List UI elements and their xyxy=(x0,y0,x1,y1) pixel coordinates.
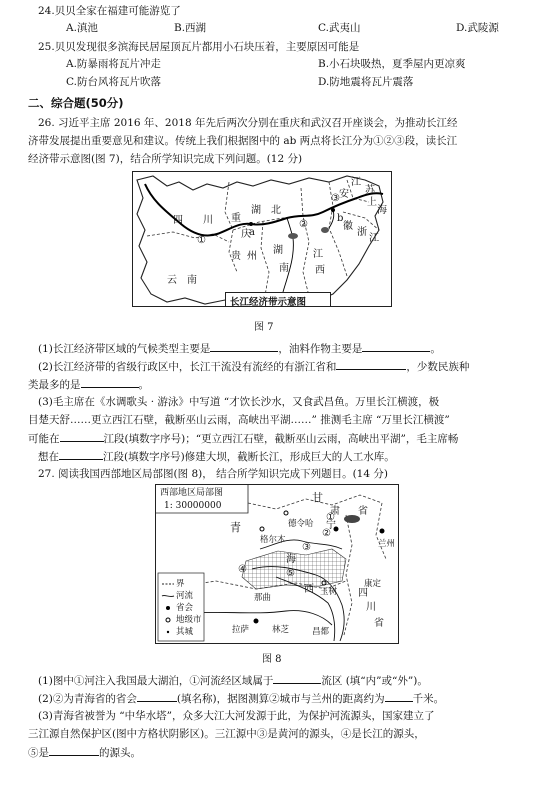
q27-p3-line3 xyxy=(28,744,532,762)
legend-capital-symbol xyxy=(166,606,170,610)
legend-label-capital: 省会 xyxy=(176,603,194,613)
q27-p2-text-b: (填名称)，据图测算②城市与兰州的距离约为 xyxy=(176,693,385,705)
q26-p2-text-c: 类最多的是 xyxy=(28,379,81,391)
q27-p1 xyxy=(38,672,532,690)
map8-label-qing: 青 xyxy=(230,521,241,534)
q26-p2-cont xyxy=(28,376,532,394)
map8-label-si: 四 xyxy=(358,588,368,599)
q26-p3-text-d1: 想在 xyxy=(38,451,59,463)
map7-label-zhou: 州 xyxy=(247,251,257,262)
geermu-city xyxy=(260,527,264,531)
map8-label-changdu: 昌都 xyxy=(312,627,330,637)
point-a xyxy=(249,222,253,226)
q26-p1-text: (1)长江经济带区域的气候类型主要是 xyxy=(38,343,211,355)
map8-label-chuan: 川 xyxy=(366,602,376,613)
q27-p1-text: (1)图中①河注入我国最大湖泊，①河流经区域属于 xyxy=(38,675,274,687)
map8-title: 西部地区局部图 xyxy=(160,488,224,498)
map7-label-zhong: 重 xyxy=(231,213,241,224)
q26-p1-blank-1[interactable] xyxy=(210,340,278,352)
q26-p2 xyxy=(38,358,532,376)
map7-label-yun: 云 xyxy=(167,275,177,286)
q25-stem: 25.贝贝发现很多滨海民居屋顶瓦片都用小石块压着，主要原因可能是 xyxy=(38,41,360,53)
q26-intro-line3: 经济带示意图(图 7)，结合所学知识完成下列问题。(12 分) xyxy=(28,153,303,165)
q27-p3-text-c2: 的源头。 xyxy=(99,747,141,759)
border-qinghai-sichuan xyxy=(344,515,352,635)
map8-label-su: 肃 xyxy=(330,506,340,517)
map7-label-hai: 海 xyxy=(377,205,387,216)
q26-p3-text-c2: 江段(填数字序号)；“更立西江石壁，截断巫山云雨，高峡出平湖”，毛主席畅 xyxy=(103,433,459,445)
map8-label-c4: ④ xyxy=(238,564,247,575)
map8-label-linzhi: 林芝 xyxy=(272,625,290,635)
map7-label-hui: 徽 xyxy=(343,221,353,232)
q25-option-b[interactable]: B.小石块吸热，夏季屋内更凉爽 xyxy=(318,58,466,70)
lasa-city xyxy=(254,619,259,624)
q26-p3-line4 xyxy=(38,448,532,466)
q27-p3-line1: (3)青海省被誉为 “中华水塔”，众多大江大河发源于此，为保护河流源头，国家建立了 xyxy=(38,710,435,722)
map7-label-seg2: ② xyxy=(299,219,308,230)
figure-7-caption: 图 7 xyxy=(254,322,274,333)
map8-label-delingha: 德令哈 xyxy=(288,519,314,529)
legend-label-city: 地级市 xyxy=(176,615,202,625)
q25-option-d[interactable]: D.防地震将瓦片震落 xyxy=(318,76,414,88)
map7-label-gui: 贵 xyxy=(231,251,241,262)
map7-label-jiang3: 江 xyxy=(369,233,379,244)
q25-option-c[interactable]: C.防台风将瓦片吹落 xyxy=(66,76,161,88)
map7-label-chuan: 川 xyxy=(203,215,213,226)
q26-p1-text-b: ，油料作物主要是 xyxy=(278,343,363,355)
q26-p3-text-c1: 可能在 xyxy=(28,433,60,445)
q24-stem: 24.贝贝全家在福建可能游览了 xyxy=(38,5,181,17)
map8-label-yushu: 玉树 xyxy=(320,587,338,597)
map7-label-an: 安 xyxy=(339,189,349,200)
map8-label-gan: 甘 xyxy=(312,491,323,504)
q27-p1-text-b: 流区 (填“内”或“外”)。 xyxy=(321,675,428,687)
q24-option-c[interactable]: C.武夷山 xyxy=(318,22,361,34)
q27-p3-blank[interactable] xyxy=(49,744,99,756)
legend-label-river: 河流 xyxy=(176,591,194,601)
map7-label-nan: 南 xyxy=(279,263,289,274)
q27-p3-text-c1: ⑤是 xyxy=(28,747,49,759)
dongting-lake xyxy=(288,233,298,239)
border-hunan-guizhou xyxy=(261,222,269,296)
map8-label-c2: ② xyxy=(322,528,331,539)
map8-label-xi: 西 xyxy=(304,584,314,595)
q26-p2-text-d: 。 xyxy=(138,379,149,391)
map7-label-a: a xyxy=(249,227,255,238)
q26-p2-text: (2)长江经济带的省级行政区中，长江干流没有流经的有浙江省和 xyxy=(38,361,337,373)
map7-label-hu1: 湖 xyxy=(251,205,261,216)
q24-option-b[interactable]: B.西湖 xyxy=(174,22,207,34)
map8-label-kangding: 康定 xyxy=(364,579,382,589)
map7-label-xi: 西 xyxy=(315,265,325,276)
q27-p2-blank-2[interactable] xyxy=(385,690,413,702)
map8-label-sheng1: 省 xyxy=(358,506,368,517)
map7-label-zhe: 浙 xyxy=(357,227,367,238)
map7-label-hu2: 湖 xyxy=(273,245,283,256)
delingha-city xyxy=(284,511,288,515)
map7-label-shang: 上 xyxy=(367,197,377,208)
map7-label-nan2: 南 xyxy=(187,275,197,286)
map8-label-lanzhou: 兰州 xyxy=(378,539,396,549)
q26-p1-text-c: 。 xyxy=(430,343,441,355)
map8-scale: 1: 30000000 xyxy=(164,501,222,511)
q27-p2 xyxy=(38,690,532,708)
map8-label-hai: 海 xyxy=(286,554,296,565)
q26-p3-blank-1[interactable] xyxy=(60,430,104,442)
map7-title-box xyxy=(225,292,331,306)
map7-label-jiang2: 江 xyxy=(351,177,361,188)
poyang-lake xyxy=(321,227,329,233)
map7-label-seg1: ① xyxy=(197,235,206,246)
q26-p2-blank-1[interactable] xyxy=(336,358,406,370)
figure-8-map xyxy=(155,484,399,644)
map8-label-c3: ③ xyxy=(302,542,311,553)
q24-option-d[interactable]: D.武陵源 xyxy=(456,22,499,34)
map8-label-ning: 宁 xyxy=(326,520,336,531)
map7-label-jiang: 江 xyxy=(313,249,323,260)
legend-other-symbol xyxy=(167,631,169,633)
section-title: 二、综合题(50分) xyxy=(28,96,124,110)
q26-p3-line2: 目楚天舒……更立西江石壁，截断巫山云雨，高峡出平湖……” 推测毛主席 “万里长江横渡” xyxy=(28,414,450,426)
map8-label-c5: ⑤ xyxy=(286,568,295,579)
legend-label-other: 其城 xyxy=(176,627,194,637)
map8-label-c1: ① xyxy=(326,512,335,523)
tributary-river xyxy=(283,218,293,292)
map7-label-su: 苏 xyxy=(365,185,375,196)
map8-label-sheng2: 省 xyxy=(374,618,384,629)
map7-label-si: 四 xyxy=(173,215,183,226)
lanzhou-city xyxy=(380,529,385,534)
yarlung-river xyxy=(196,611,332,625)
q24-option-a[interactable]: A.滇池 xyxy=(66,22,98,34)
border-jiangxi-west xyxy=(301,188,309,296)
q26-p2-text-b: ，少数民族种 xyxy=(406,361,470,373)
q26-p3-text-d2: 江段(填数字序号)修建大坝，截断长江，形成巨大的人工水库。 xyxy=(103,451,395,463)
map8-label-lasa: 拉萨 xyxy=(232,625,250,635)
map7-label-bei: 北 xyxy=(271,205,281,216)
q27-p2-blank-1[interactable] xyxy=(137,690,177,702)
figure-8-caption: 图 8 xyxy=(262,654,282,665)
point-b xyxy=(331,208,335,212)
q26-p3-line1: (3)毛主席在《水调歌头 · 游泳》中写道 “才饮长沙水，又食武昌鱼。万里长江横渡，极 xyxy=(38,396,440,408)
map7-title: 长江经济带示意图 xyxy=(230,297,307,308)
q27-p2-text: (2)②为青海省的省会 xyxy=(38,693,137,705)
q27-p1-blank[interactable] xyxy=(273,672,321,684)
map7-label-qing: 庆 xyxy=(241,229,251,240)
map7-label-seg3: ③ xyxy=(331,193,340,204)
q26-p3-blank-2[interactable] xyxy=(59,448,103,460)
q27-intro: 27. 阅读我国西部地区局部图(图 8)， 结合所学知识完成下列题目。(14 分) xyxy=(38,468,388,480)
map7-label-b: b xyxy=(337,213,344,224)
q25-option-a[interactable]: A.防暴雨将瓦片冲走 xyxy=(66,58,161,70)
q26-intro-line1: 26. 习近平主席 2016 年、2018 年先后两次分别在重庆和武汉召开座谈会，为推动长江经 xyxy=(38,117,458,129)
q26-p1 xyxy=(38,340,532,358)
map8-label-naqu: 那曲 xyxy=(254,593,272,603)
q27-p2-text-c: 千米。 xyxy=(412,693,445,705)
figure-7-map xyxy=(132,171,392,307)
q27-p3-line2: 三江源自然保护区(图中方格状阴影区)。三江源中③是黄河的源头，④是长江的源头， xyxy=(28,728,425,740)
legend-label-border: 界 xyxy=(176,579,185,589)
q26-p2-blank-2[interactable] xyxy=(81,376,139,388)
q26-intro-line2: 济带发展提出重要意见和建议。传统上我们根据图中的 ab 两点将长江分为①②③段，读长江 xyxy=(28,135,458,147)
q26-p3-line3 xyxy=(28,430,532,448)
map8-label-geermu: 格尔木 xyxy=(260,535,286,545)
q26-p1-blank-2[interactable] xyxy=(362,340,430,352)
